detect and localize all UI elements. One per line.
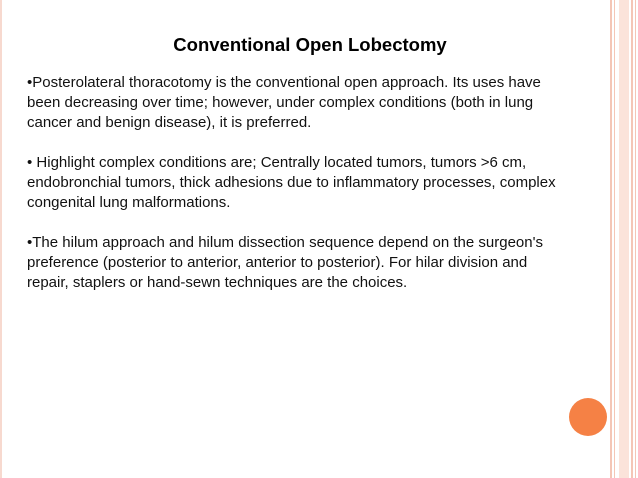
decorative-stripe [619, 0, 629, 478]
decorative-stripe [631, 0, 633, 478]
orange-circle-decoration [569, 398, 607, 436]
bullet-list [27, 73, 597, 313]
bullet-item-hilum-approach: •The hilum approach and hilum dissection sequence depend on the surgeon's preference (posterior to anterior, anterior to posterior). For hilar division and repair, staplers or hand-sewn techniques are the choices. [27, 234, 543, 291]
slide-title: Conventional Open Lobectomy [173, 34, 447, 55]
bullet-item-complex-conditions: • Highlight complex conditions are; Centrally located tumors, tumors >6 cm, endobronchial tumors, thick adhesions due to inflammatory processes, complex congenital lung malformations. [27, 154, 556, 211]
bullet-item-thoracotomy: •Posterolateral thoracotomy is the conventional open approach. Its uses have been decreasing over time; however, under complex conditions (both in lung cancer and benign disease), it is preferred. [27, 74, 541, 131]
decorative-stripe [614, 0, 615, 478]
decorative-stripe [610, 0, 612, 478]
left-edge-stripe [0, 0, 2, 478]
decorative-stripe [635, 0, 636, 478]
